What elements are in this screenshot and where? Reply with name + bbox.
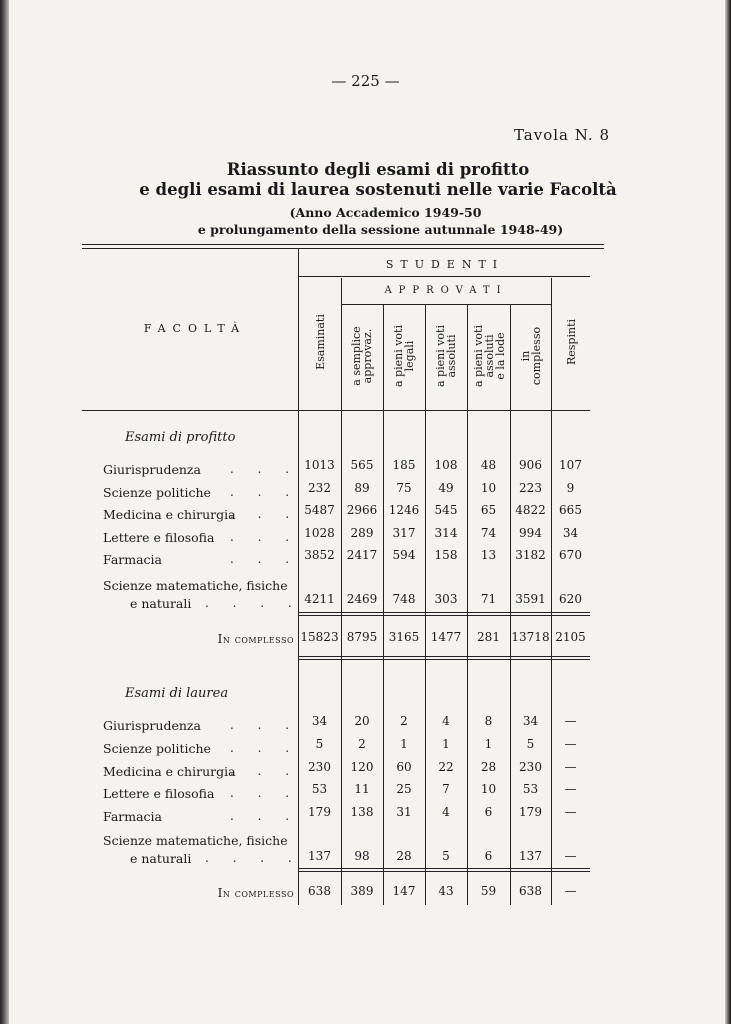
row-label: Giurisprudenza — [103, 718, 201, 733]
row-label: Farmacia — [103, 552, 163, 567]
table-cell: 13 — [480, 548, 497, 562]
total-cell: 1477 — [430, 630, 462, 644]
table-cell: 1 — [484, 737, 493, 751]
table-cell: 179 — [519, 805, 542, 819]
table-cell: 108 — [434, 458, 458, 472]
row-label: Medicina e chirurgia — [103, 507, 236, 522]
table-cell: 1028 — [304, 526, 335, 540]
row-leader-dots: . . . — [230, 485, 300, 499]
total-cell: 3165 — [388, 630, 420, 644]
table-cell: 120 — [350, 760, 374, 774]
table-cell: 2 — [358, 737, 366, 751]
column-header-text-3: a pieni voti legali — [392, 325, 416, 387]
row-label: Giurisprudenza — [103, 462, 201, 477]
table-cell: 4822 — [515, 503, 546, 517]
total-cell: 147 — [392, 884, 416, 898]
table-cell: — — [564, 760, 577, 774]
subtitle-line-2: e prolungamento della sessione autunnale 1948-49) — [197, 222, 564, 237]
title-line-1: Riassunto degli esami di profitto — [226, 160, 530, 179]
total-cell: 638 — [308, 884, 331, 898]
table-cell: 314 — [434, 526, 458, 540]
table-cell: 4 — [442, 714, 450, 728]
table-cell: 545 — [434, 503, 458, 517]
table-cell: 89 — [354, 481, 370, 495]
table-cell: 223 — [519, 481, 542, 495]
table-cell: 98 — [354, 849, 370, 863]
table-top-rule-1 — [82, 244, 604, 245]
table-cell: 4211 — [304, 592, 335, 606]
total-rule-top2-2 — [298, 871, 590, 872]
table-label: Tavola N. 8 — [513, 126, 610, 144]
row-label-cont: e naturali — [130, 596, 192, 611]
table-cell: 2417 — [346, 548, 378, 562]
studenti-header: STUDENTI — [385, 258, 505, 271]
scan-edge-right — [725, 0, 731, 1024]
row-leader-dots: . . . — [230, 741, 300, 755]
table-cell: 5 — [526, 737, 535, 751]
total-label-2: In complesso — [217, 886, 294, 900]
table-cell: 22 — [438, 760, 454, 774]
row-leader-dots: . . . — [230, 764, 300, 778]
table-cell: 5487 — [304, 503, 335, 517]
table-cell: 230 — [308, 760, 331, 774]
row-leader-dots: . . . — [230, 552, 300, 566]
table-cell: 303 — [434, 592, 458, 606]
table-cell: 9 — [566, 481, 575, 495]
row-label: Scienze matematiche, fisiche — [103, 578, 288, 593]
table-cell: — — [564, 782, 577, 796]
approvati-rule — [341, 304, 551, 305]
total-cell: 2105 — [555, 630, 586, 644]
table-cell: 994 — [519, 526, 542, 540]
facolta-header: FACOLTÀ — [143, 322, 247, 335]
table-cell: 232 — [308, 481, 331, 495]
table-cell: 28 — [396, 849, 412, 863]
table-cell: 60 — [396, 760, 412, 774]
title-line-2: e degli esami di laurea sostenuti nelle varie Facoltà — [139, 180, 617, 199]
total-cell: 8795 — [346, 630, 378, 644]
table-cell: 10 — [480, 481, 497, 495]
table-cell: 317 — [392, 526, 416, 540]
table-cell: 53 — [522, 782, 539, 796]
table-cell: 53 — [311, 782, 328, 796]
page-number: — 225 — — [331, 72, 400, 90]
table-cell: 137 — [519, 849, 542, 863]
table-cell: 3852 — [304, 548, 335, 562]
table-cell: 158 — [434, 548, 458, 562]
table-cell: 1013 — [304, 458, 335, 472]
table-cell: 620 — [559, 592, 582, 606]
row-leader-dots: . . . — [230, 786, 300, 800]
row-leader-dots: . . . — [230, 530, 300, 544]
table-cell: 565 — [350, 458, 374, 472]
table-cell: 107 — [559, 458, 582, 472]
table-cell: 25 — [396, 782, 412, 796]
table-cell: — — [564, 805, 577, 819]
total-rule-top-1 — [298, 612, 590, 613]
table-cell: 289 — [350, 526, 374, 540]
table-cell: 7 — [442, 782, 450, 796]
column-header-text-7: Respinti — [564, 318, 577, 366]
table-cell: 8 — [484, 714, 493, 728]
column-header-text-6: in complesso — [518, 326, 543, 386]
table-cell: 34 — [311, 714, 328, 728]
column-header-text-2: a semplice approvaz. — [350, 326, 374, 386]
table-cell: 4 — [442, 805, 450, 819]
subtitle-line-1: (Anno Accademico 1949-50 — [289, 205, 482, 220]
table-cell: 11 — [354, 782, 370, 796]
row-label: Medicina e chirurgia — [103, 764, 236, 779]
column-header-text-1: Esaminati — [313, 314, 326, 370]
table-cell: 138 — [350, 805, 374, 819]
row-label: Scienze politiche — [103, 741, 211, 756]
table-cell: 5 — [315, 737, 324, 751]
table-cell: 74 — [480, 526, 497, 540]
table-cell: 665 — [559, 503, 582, 517]
table-cell: 2 — [400, 714, 408, 728]
row-label: Lettere e filosofia — [103, 530, 215, 545]
approvati-header: APPROVATI — [384, 285, 508, 296]
table-cell: 137 — [308, 849, 331, 863]
table-cell: — — [564, 714, 577, 728]
table-cell: 1 — [442, 737, 450, 751]
row-leader-dots: . . . — [230, 507, 300, 521]
total-cell: 13718 — [511, 630, 550, 644]
section-title-2: Esami di laurea — [125, 686, 229, 701]
total-label-1: In complesso — [217, 632, 294, 646]
table-cell: 1 — [400, 737, 408, 751]
table-cell: 748 — [392, 592, 416, 606]
table-cell: 48 — [480, 458, 497, 472]
table-cell: 20 — [354, 714, 370, 728]
table-cell: 3182 — [515, 548, 546, 562]
table-cell: 1246 — [388, 503, 420, 517]
table-cell: 6 — [484, 805, 493, 819]
table-cell: 670 — [559, 548, 582, 562]
table-cell: 34 — [522, 714, 539, 728]
table-cell: 75 — [396, 481, 412, 495]
table-cell: 5 — [442, 849, 450, 863]
header-bottom-rule — [82, 410, 590, 411]
table-cell: 28 — [480, 760, 497, 774]
section-title-1: Esami di profitto — [125, 430, 236, 445]
row-label: Scienze matematiche, fisiche — [103, 833, 288, 848]
studenti-rule — [298, 276, 590, 277]
total-cell: — — [564, 884, 577, 898]
total-cell: 281 — [477, 630, 500, 644]
table-cell: 594 — [392, 548, 416, 562]
row-leader-dots: . . . — [230, 809, 300, 823]
table-cell: 179 — [308, 805, 331, 819]
table-cell: 34 — [562, 526, 579, 540]
table-cell: 2966 — [346, 503, 378, 517]
total-cell: 59 — [480, 884, 497, 898]
column-header-text-4: a pieni voti assoluti — [434, 325, 458, 387]
total-cell: 638 — [519, 884, 542, 898]
table-cell: 3591 — [515, 592, 546, 606]
table-cell: 10 — [480, 782, 497, 796]
table-cell: — — [564, 737, 577, 751]
row-leader-dots: . . . . — [205, 851, 302, 865]
row-label-cont: e naturali — [130, 851, 192, 866]
table-cell: 906 — [519, 458, 542, 472]
total-cell: 15823 — [300, 630, 339, 644]
table-cell: 31 — [396, 805, 412, 819]
table-cell: 65 — [480, 503, 497, 517]
table-cell: — — [564, 849, 577, 863]
table-cell: 49 — [438, 481, 454, 495]
row-label: Scienze politiche — [103, 485, 211, 500]
column-header-text-5: a pieni voti assoluti e la lode — [471, 325, 506, 387]
scan-edge-left — [0, 0, 9, 1024]
table-cell: 2469 — [346, 592, 378, 606]
row-label: Farmacia — [103, 809, 163, 824]
row-leader-dots: . . . — [230, 718, 300, 732]
row-leader-dots: . . . . — [205, 596, 302, 610]
total-rule-bottom2-1 — [298, 659, 590, 660]
row-label: Lettere e filosofia — [103, 786, 215, 801]
total-cell: 43 — [438, 884, 454, 898]
row-leader-dots: . . . — [230, 462, 300, 476]
table-top-rule-2 — [82, 248, 604, 249]
total-cell: 389 — [350, 884, 374, 898]
total-rule-bottom-1 — [298, 656, 590, 657]
table-cell: 185 — [392, 458, 416, 472]
total-rule-top-2 — [298, 868, 590, 869]
table-cell: 6 — [484, 849, 493, 863]
table-cell: 230 — [519, 760, 542, 774]
total-rule-top2-1 — [298, 615, 590, 616]
table-cell: 71 — [480, 592, 497, 606]
